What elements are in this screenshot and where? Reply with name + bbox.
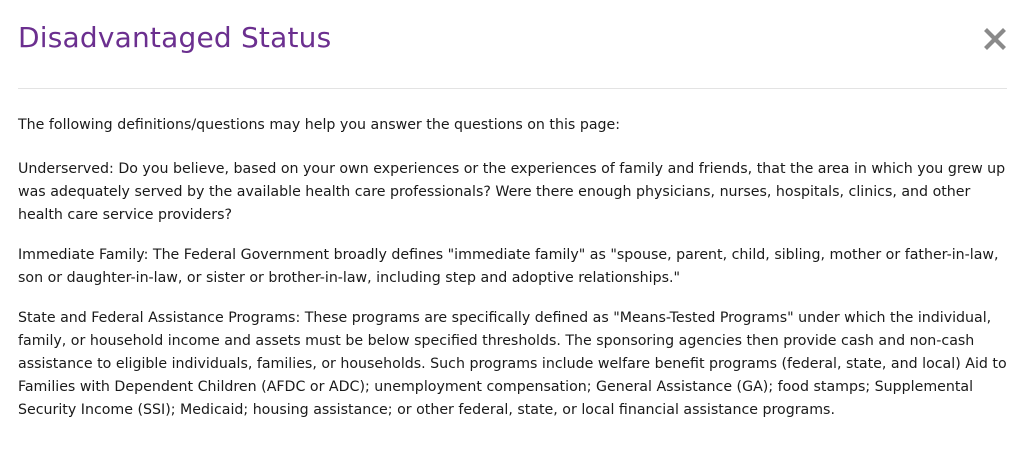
close-icon — [982, 26, 1008, 52]
modal-body — [18, 114, 1010, 439]
immediate-family-definition: Immediate Family: The Federal Government broadly defines "immediate family" as "spouse, parent, child, sibling, mother or father-in-law, son or daughter-in-law, or sister or brother-in-law, including step and adoptive relationships." — [18, 247, 999, 286]
header-divider — [18, 88, 1007, 89]
modal-header — [0, 0, 1024, 88]
assistance-programs-definition: State and Federal Assistance Programs: These programs are specifically defined as "Means-Tested Programs" under which the individual, family, or household income and assets must be below specified thresholds. The sponsoring agencies then provide cash and non-cash assistance to eligible individuals, families, or households. Such programs include welfare benefit programs (federal, state, and local) Aid to Families with Dependent Children (AFDC or ADC); unemployment compensation; General Assistance (GA); food stamps; Supplemental Security Income (SSI); Medicaid; housing assistance; or other federal, state, or local financial assistance programs. — [18, 310, 1007, 418]
underserved-definition: Underserved: Do you believe, based on your own experiences or the experiences of family and friends, that the area in which you grew up was adequately served by the available health care professionals? Were there enough physicians, nurses, hospitals, clinics, and other health care service providers? — [18, 161, 1006, 223]
close-button[interactable] — [982, 26, 1008, 52]
modal-title: Disadvantaged Status — [18, 21, 332, 54]
intro-text: The following definitions/questions may help you answer the questions on this page: — [18, 117, 621, 133]
